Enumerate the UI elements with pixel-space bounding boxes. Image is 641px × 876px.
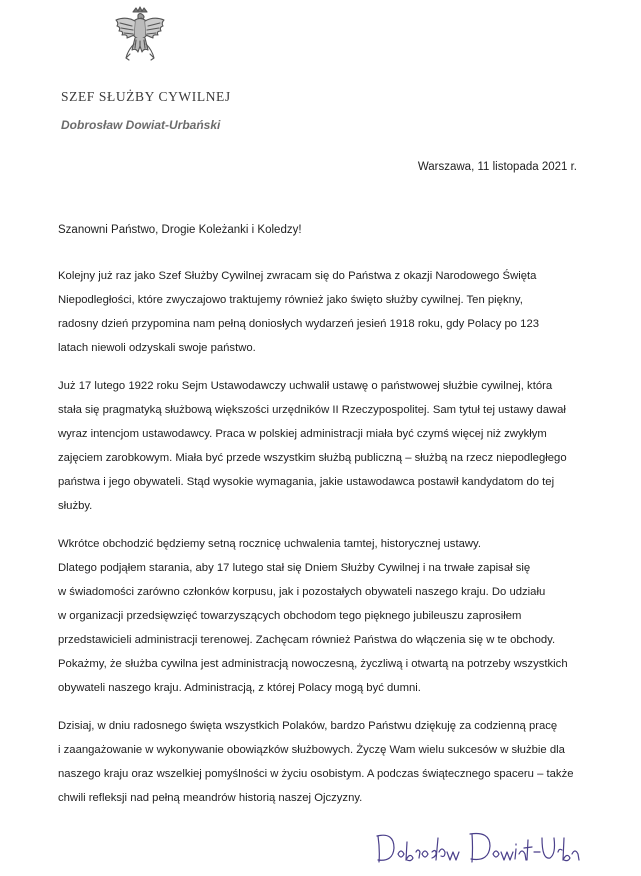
paragraph-line: radosny dzień przypomina nam pełną doniosłych wydarzeń jesień 1918 roku, gdy Polacy po 123 xyxy=(58,318,540,330)
paragraph-line: przedstawicieli administracji terenowej. Zachęcam również Państwa do włączenia się w te obchody. xyxy=(58,634,556,646)
paragraph-line: służby. xyxy=(58,500,93,512)
letter-paragraph-2 xyxy=(58,374,588,518)
paragraph-gap xyxy=(58,700,588,714)
letter-salutation: Szanowni Państwo, Drogie Koleżanki i Koledzy! xyxy=(58,224,302,236)
paragraph-gap xyxy=(58,518,588,532)
paragraph-line: wyraz intencjom ustawodawcy. Praca w polskiej administracji miała być czymś więcej niż zwykłym xyxy=(58,428,547,440)
paragraph-line: i zaangażowanie w wykonywanie obowiązków służbowych. Życzę Wam wielu sukcesów w służbie dla xyxy=(58,744,565,756)
office-title: SZEF SŁUŻBY CYWILNEJ xyxy=(61,89,231,104)
paragraph-line: zajęciem zarobkowym. Miała być przede wszystkim służbą publiczną – służbą na rzecz niepodległego xyxy=(58,452,567,464)
paragraph-line: naszego kraju oraz wszelkiej pomyślności w życiu osobistym. A podczas świątecznego spaceru – także xyxy=(58,768,574,780)
paragraph-line: Już 17 lutego 1922 roku Sejm Ustawodawczy uchwalił ustawę o państwowej służbie cywilnej, która xyxy=(58,380,553,392)
paragraph-line: Niepodległości, które zwyczajowo traktujemy również jako święto służby cywilnej. Ten piękny, xyxy=(58,294,523,306)
paragraph-line: Kolejny już raz jako Szef Służby Cywilnej zwracam się do Państwa z okazji Narodowego Święta xyxy=(58,270,537,282)
paragraph-line: stała się pragmatyką służbową większości urzędników II Rzeczypospolitej. Sam tytuł tej ustawy dawał xyxy=(58,404,566,416)
handwritten-signature xyxy=(372,822,582,870)
official-name: Dobrosław Dowiat-Urbański xyxy=(61,118,221,132)
paragraph-line: państwa i jego obywateli. Stąd wysokie wymagania, jakie ustawodawca postawił kandydatom do tej xyxy=(58,476,555,488)
paragraph-line: Wkrótce obchodzić będziemy setną rocznicę uchwalenia tamtej, historycznej ustawy. xyxy=(58,538,481,550)
paragraph-line: obywateli naszego kraju. Administracją, z której Polacy mogą być dumni. xyxy=(58,682,421,694)
letter-body xyxy=(58,264,588,810)
polish-eagle-emblem-icon xyxy=(112,6,168,68)
paragraph-gap xyxy=(58,360,588,374)
paragraph-line: Dlatego podjąłem starania, aby 17 lutego stał się Dniem Służby Cywilnej i na trwałe zapisał się xyxy=(58,562,531,574)
paragraph-line: w świadomości zarówno członków korpusu, jak i pozostałych obywateli naszego kraju. Do udziału xyxy=(58,586,546,598)
letter-date: Warszawa, 11 listopada 2021 r. xyxy=(417,161,577,173)
letter-paragraph-4 xyxy=(58,714,588,810)
paragraph-line: latach niewoli odzyskali swoje państwo. xyxy=(58,342,256,354)
paragraph-line: Pokażmy, że służba cywilna jest administracją nowoczesną, życzliwą i otwartą na potrzeby wszystkich xyxy=(58,658,568,670)
letter-paragraph-3 xyxy=(58,532,588,700)
paragraph-line: w organizacji przedsięwzięć towarzyszących obchodom tego pięknego jubileuszu zaprosiłem xyxy=(58,610,522,622)
letter-paragraph-1 xyxy=(58,264,588,360)
paragraph-line: Dzisiaj, w dniu radosnego święta wszystkich Polaków, bardzo Państwu dziękuję za codzienną pracę xyxy=(58,720,558,732)
paragraph-line: chwili refleksji nad pełną meandrów historią naszej Ojczyzny. xyxy=(58,792,363,804)
